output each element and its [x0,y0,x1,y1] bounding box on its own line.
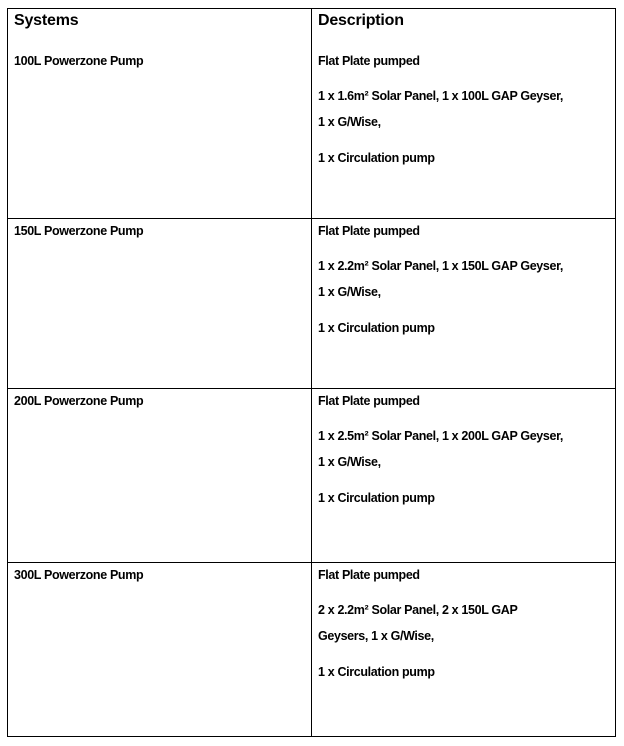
header-systems: Systems [14,12,79,29]
description-pump: 1 x Circulation pump [318,665,435,679]
header-description: Description [318,12,404,29]
components-line: Geysers, 1 x G/Wise, [318,629,434,643]
description-title: Flat Plate pumped [318,224,420,238]
description-components [318,83,609,135]
description-components [318,423,609,475]
system-name: 300L Powerzone Pump [14,568,144,582]
components-line: 1 x 1.6m² Solar Panel, 1 x 100L GAP Geyser, [318,89,564,103]
components-line: 1 x G/Wise, [318,285,381,299]
table-row [8,389,615,563]
description-components [318,253,609,305]
systems-cell [8,9,312,218]
description-title: Flat Plate pumped [318,54,420,68]
description-title: Flat Plate pumped [318,394,420,408]
system-name: 150L Powerzone Pump [14,224,144,238]
components-line: 1 x G/Wise, [318,455,381,469]
components-line: 1 x G/Wise, [318,115,381,129]
components-line: 1 x 2.2m² Solar Panel, 1 x 150L GAP Geyser, [318,259,564,273]
components-line: 2 x 2.2m² Solar Panel, 2 x 150L GAP [318,603,518,617]
systems-cell [8,563,312,736]
table-row [8,563,615,737]
systems-cell [8,219,312,388]
system-name: 100L Powerzone Pump [14,54,144,68]
description-cell [312,9,615,218]
table-row [8,219,615,389]
description-title: Flat Plate pumped [318,568,420,582]
systems-table [7,8,616,737]
description-pump: 1 x Circulation pump [318,491,435,505]
table-row [8,9,615,219]
systems-cell [8,389,312,562]
components-line: 1 x 2.5m² Solar Panel, 1 x 200L GAP Geyser, [318,429,564,443]
description-cell [312,563,615,736]
description-components [318,597,609,649]
description-pump: 1 x Circulation pump [318,151,435,165]
description-cell [312,219,615,388]
description-pump: 1 x Circulation pump [318,321,435,335]
system-name: 200L Powerzone Pump [14,394,144,408]
description-cell [312,389,615,562]
